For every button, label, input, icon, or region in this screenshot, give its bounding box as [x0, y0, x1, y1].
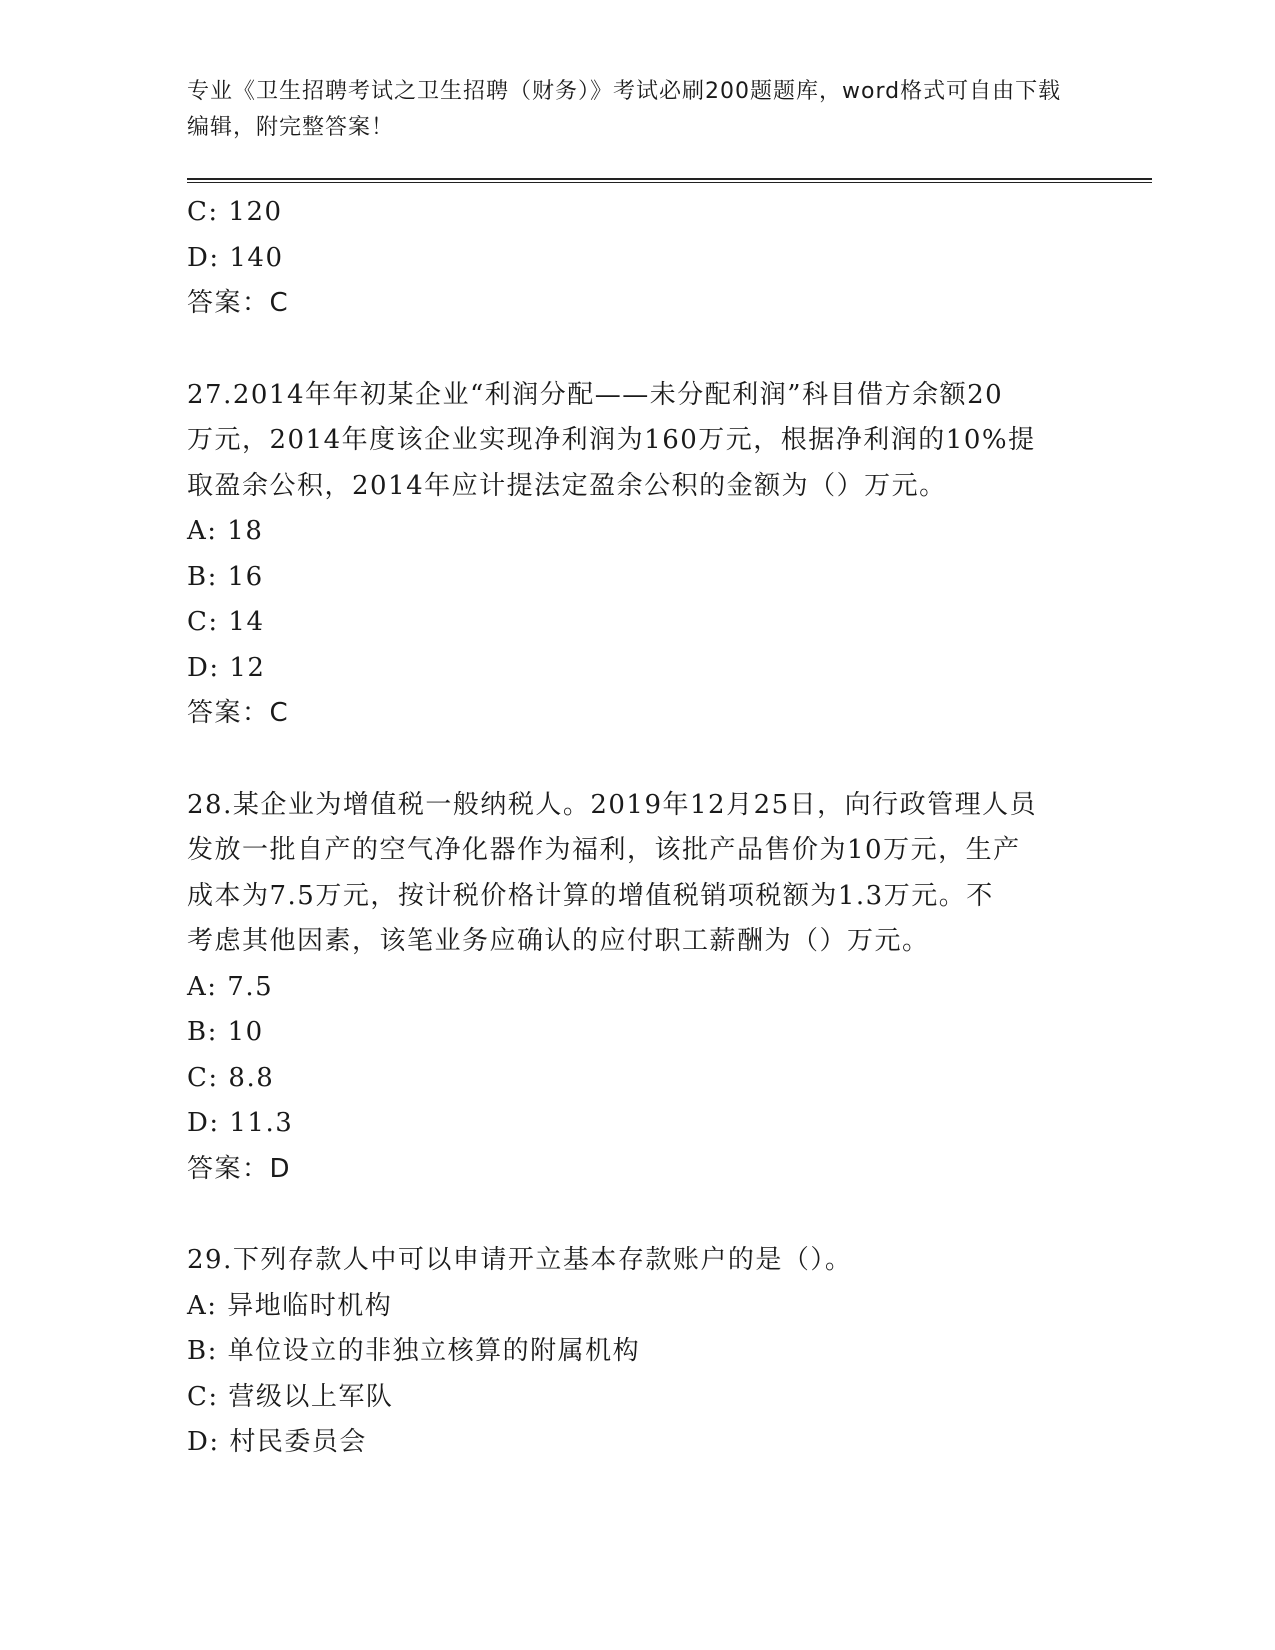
option: C: 营级以上军队 [187, 1381, 394, 1412]
question-text: 28.某企业为增值税一般纳税人。2019年12月25日，向行政管理人员 [187, 789, 1038, 820]
question-27 [187, 373, 1087, 737]
option: D: 140 [187, 242, 284, 273]
partial-question [187, 190, 1087, 327]
option: B: 单位设立的非独立核算的附属机构 [187, 1336, 641, 1366]
question-text: 取盈余公积，2014年应计提法定盈余公积的金额为（）万元。 [187, 470, 947, 501]
document-body [187, 190, 1087, 1466]
question-text: 考虑其他因素，该笔业务应确认的应付职工薪酬为（）万元。 [187, 926, 930, 956]
question-28 [187, 783, 1087, 1193]
question-text: 29.下列存款人中可以申请开立基本存款账户的是（）。 [187, 1245, 853, 1275]
option: C: 120 [187, 197, 283, 227]
spacer [187, 327, 1087, 373]
option: A: 异地临时机构 [187, 1290, 393, 1321]
option: B: 16 [187, 561, 264, 592]
option: A: 7.5 [187, 971, 274, 1002]
spacer [187, 1192, 1087, 1238]
answer: 答案：C [187, 698, 290, 728]
question-text: 万元，2014年度该企业实现净利润为160万元，根据净利润的10%提 [187, 425, 1036, 455]
option: B: 10 [187, 1017, 264, 1047]
option: D: 12 [187, 652, 266, 683]
option: D: 11.3 [187, 1108, 294, 1138]
option: C: 14 [187, 607, 265, 637]
question-text: 27.2014年年初某企业“利润分配——未分配利润”科目借方余额20 [187, 379, 1004, 410]
option: D: 村民委员会 [187, 1427, 367, 1457]
spacer [187, 737, 1087, 783]
document-header: 专业《卫生招聘考试之卫生招聘（财务）》考试必刷200题题库，word格式可自由下载编辑，附完整答案！ [187, 79, 1062, 140]
question-29 [187, 1238, 1087, 1466]
answer: 答案：C [187, 288, 290, 318]
question-text: 发放一批自产的空气净化器作为福利，该批产品售价为10万元，生产 [187, 835, 1021, 865]
option: A: 18 [187, 516, 264, 546]
question-text: 成本为7.5万元，按计税价格计算的增值税销项税额为1.3万元。不 [187, 880, 994, 911]
header-divider [187, 178, 1152, 183]
option: C: 8.8 [187, 1062, 275, 1093]
answer: 答案：D [187, 1153, 292, 1184]
